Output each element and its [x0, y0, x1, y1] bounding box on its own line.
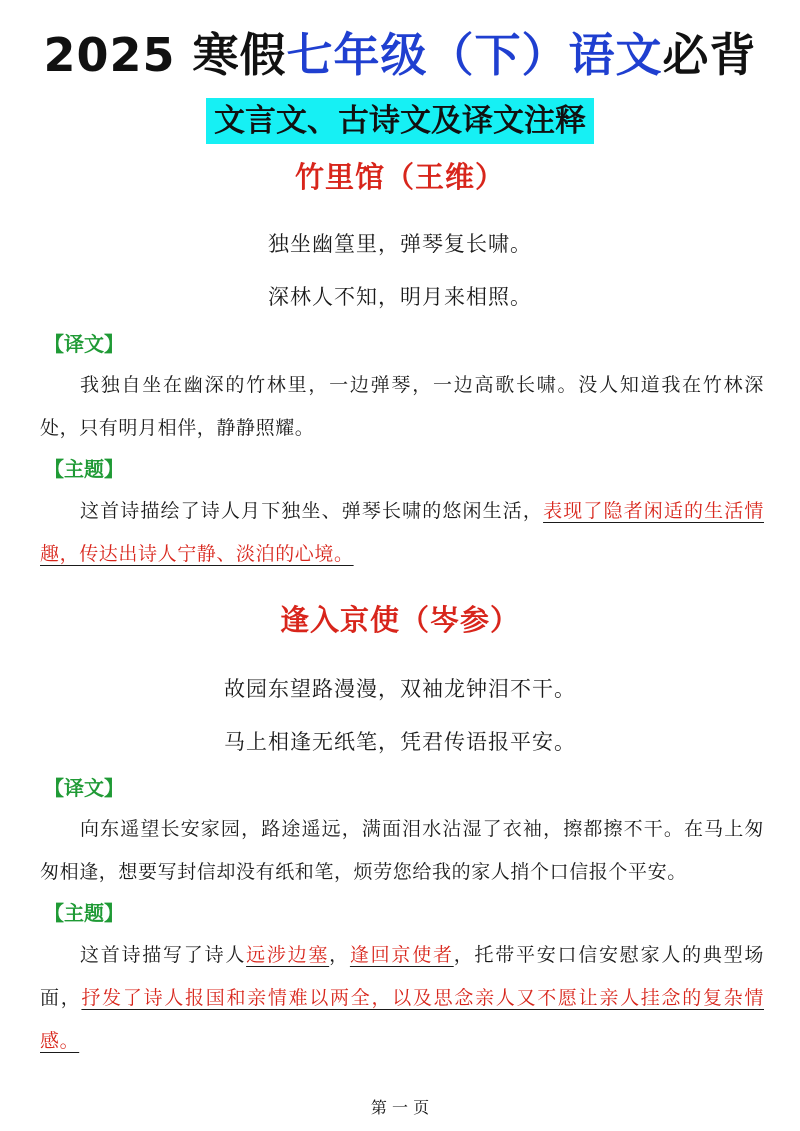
- translation-text: 我独自坐在幽深的竹林里，一边弹琴，一边高歌长啸。没人知道我在竹林深处，只有明月相伴，静静照耀。: [40, 374, 764, 439]
- translation-label: 【译文】: [44, 776, 124, 800]
- title-must-recite-part: 必背: [662, 28, 757, 82]
- translation-label: 【译文】: [44, 332, 124, 356]
- title-year-part: 2025 寒假: [43, 28, 287, 82]
- poem-verse: 马上相逢无纸笔，凭君传语报平安。: [224, 730, 576, 754]
- poem-verse: 深林人不知，明月来相照。: [268, 285, 532, 309]
- translation-text: 向东遥望长安家园，路途遥远，满面泪水沾湿了衣袖，擦都擦不干。在马上匆匆相逢，想要写封信却没有纸和笔，烦劳您给我的家人捎个口信报个平安。: [40, 818, 764, 883]
- theme-plain-text: ，: [329, 944, 350, 966]
- theme-label: 【主题】: [44, 901, 124, 925]
- poem-title-fengrujingshi: 逢入京使（岑参）: [279, 603, 520, 637]
- theme-highlight-text: 抒发了诗人报国和亲情难以两全，以及思念亲人又不愿让亲人挂念的复杂情感。: [40, 987, 764, 1052]
- theme-highlight-text: 逢回京使者: [349, 944, 454, 966]
- poem-verse: 故园东望路漫漫，双袖龙钟泪不干。: [224, 677, 576, 701]
- theme-text: [40, 490, 764, 576]
- poem-title-zhuliguan: 竹里馆（王维）: [294, 160, 505, 194]
- theme-plain-text: 这首诗描绘了诗人月下独坐、弹琴长啸的悠闲生活，: [80, 500, 544, 522]
- title-grade-part: 七年级（下）语文: [286, 28, 663, 82]
- theme-plain-text: 这首诗描写了诗人: [80, 944, 247, 966]
- subtitle-container: [0, 98, 800, 144]
- theme-text: [40, 934, 764, 1063]
- theme-highlight-text: 表现了隐者闲适的生活情趣，传达出诗人宁静、淡泊的心境。: [40, 500, 764, 565]
- theme-label: 【主题】: [44, 457, 124, 481]
- theme-plain-text: ，托带平安口信安慰家人的典型场面，: [40, 944, 764, 1009]
- page-title: [0, 22, 800, 88]
- theme-highlight-text: 远涉边塞: [246, 944, 330, 966]
- page-subtitle: 文言文、古诗文及译文注释: [206, 98, 594, 144]
- page-number: 第 一 页: [370, 1098, 430, 1117]
- poem-verse: 独坐幽篁里，弹琴复长啸。: [268, 232, 532, 256]
